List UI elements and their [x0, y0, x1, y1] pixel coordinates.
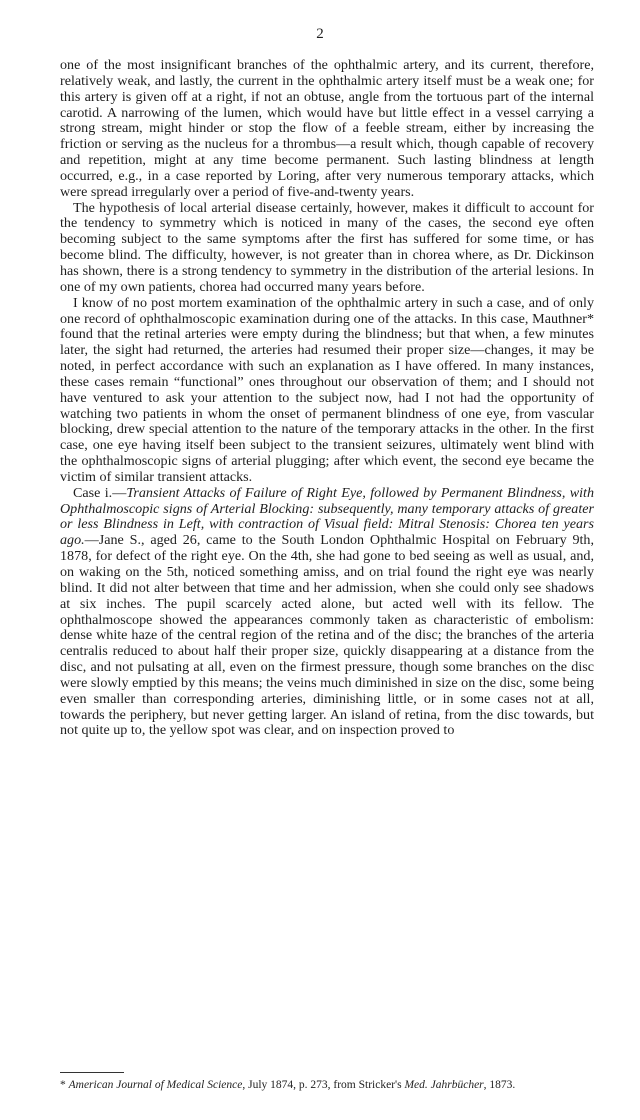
case-body: —Jane S., aged 26, came to the South London Ophthalmic Hospital on February 9th, 1878, for defect of the right eye. On the 4th, she had gone to bed seeing as well as usual, and, on waking on the 5th, noticed something amiss, and on trial found the right eye was nearly blind. It did not alter between that time and her admission, when she could only see shadows at six inches. The pupil scarcely acted alone, but acted well with its fellow. The ophthalmoscope showed the appearances commonly taken as characteristic of embolism: dense white haze of the central region of the retina and of the disc; the branches of the arteria centralis reduced to about half their proper size, quickly disappearing at a distance from the disc, and not pulsating at all, even on the firmest pressure, though some branches on the disc were slowly emptied by this means; the veins much diminished in size on the disc, some being even smaller than corresponding arteries, diminishing little, or in some cases not at all, towards the periphery, but never getting larger. An island of retina, from the disc towards, but not quite up to, the yellow spot was clear, and on inspection proved to — [60, 532, 594, 739]
footnote-mark: * — [60, 1079, 66, 1091]
footnote-source: Med. Jahrbücher — [404, 1079, 484, 1091]
footnote-details: , July 1874, p. 273, from Stricker's — [242, 1079, 405, 1091]
paragraph: one of the most insignificant branches of the ophthalmic artery, and its current, therefore, relatively weak, and lastly, the current in the ophthalmic artery itself must be a weak one; for this artery is given off at a right, if not an obtuse, angle from the tortuous part of the internal carotid. A narrowing of the lumen, which would have but little effect in a vessel carrying a strong stream, might hinder or stop the flow of a feeble stream, either by increasing the friction or serving as the nucleus for a thrombus—a result which, though capable of recovery and repetition, might at any time become permanent. Such lasting blindness at length occurred, e.g., in a case reported by Loring, after very numerous temporary attacks, which were spread irregularly over a period of five-and-twenty years. — [60, 57, 594, 200]
paragraph: The hypothesis of local arterial disease certainly, however, makes it difficult to account for the tendency to symmetry which is noticed in many of the cases, the second eye often becoming subject to the same symptoms after the first has suffered for some time, or has become blind. The difficulty, however, is not greater than in chorea where, as Dr. Dickinson has shown, there is a strong tendency to symmetry in the distribution of the arterial lesions. In one of my own patients, chorea had occurred many years before. — [60, 199, 594, 295]
case-heading: Transient Attacks of Failure of Right Eye, followed by Permanent Blindness, with Ophthalmoscopic signs of Arterial Blocking: subsequently, many temporary attacks of greater or less Blindness in Left, with contraction of Visual field: Mitral Stenosis: Chorea ten years ago. — [60, 484, 595, 549]
case-label: Case i.— — [73, 484, 127, 501]
footnote-year: , 1873. — [483, 1079, 516, 1091]
body-text — [60, 58, 594, 739]
paragraph: I know of no post mortem examination of the ophthalmic artery in such a case, and of only one record of ophthalmoscopic examination during one of the attacks. In this case, Mauthner* found that the retinal arteries were empty during the blindness; but that when, a few minutes later, the sight had returned, the arteries had resumed their proper size—changes, it may be noted, in perfect accordance with such an explanation as I have offered. In many instances, these cases remain “functional” ones throughout our observation of them; and I should not have ventured to ask your attention to the subject now, had I not had the opportunity of watching two patients in whom the onset of permanent blindness of one eye, from vascular blocking, drew special attention to the nature of the temporary attacks in the other. In the first case, one eye having itself been subject to the transient seizures, ultimately went blind with the ophthalmoscopic signs of arterial plugging; after which event, the second eye became the victim of similar transient attacks. — [60, 294, 594, 485]
footnote-journal: American Journal of Medical Science — [68, 1079, 243, 1091]
case-paragraph — [60, 486, 594, 740]
footnote — [60, 1078, 594, 1092]
footnote-rule — [60, 1072, 124, 1073]
page-number: 2 — [316, 26, 324, 42]
